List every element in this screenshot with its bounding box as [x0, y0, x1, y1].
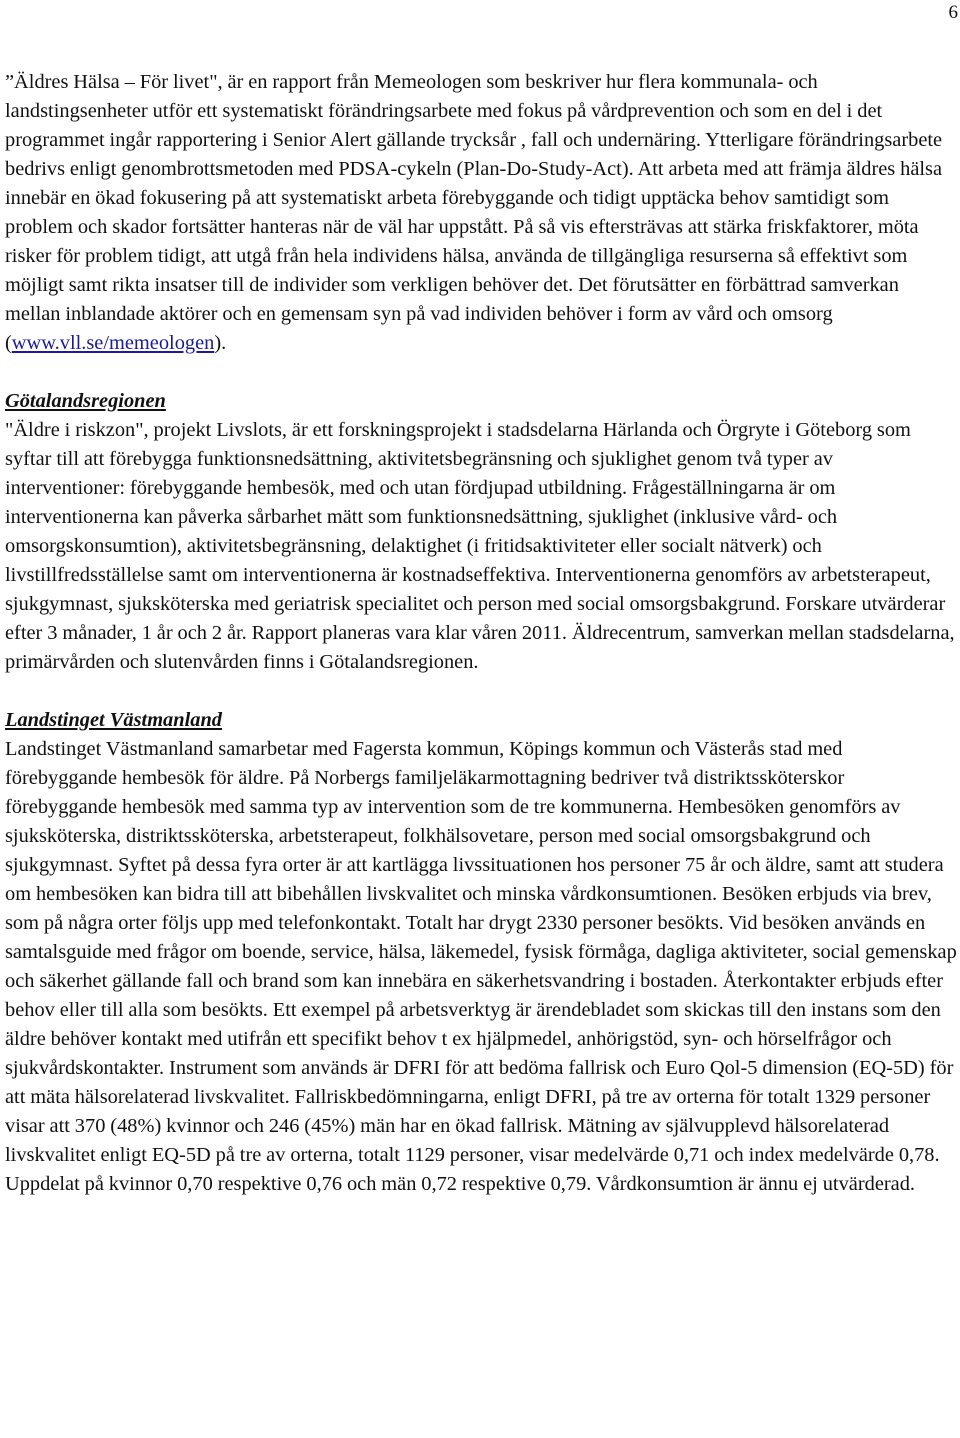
intro-text: ”Äldres Hälsa – För livet", är en rapport från Memeologen som beskriver hur flera kommunala- och landstingsenheter utför ett systematiskt förändringsarbete med fokus på vårdprevention och som en del i det programmet ingår rapportering i Senior Alert gällande trycksår , fall och undernäring. Ytterligare förändringsarbete bedrivs enligt genombrottsmetoden med PDSA-cykeln (Plan-Do-Study-Act). Att arbeta med att främja äldres hälsa innebär en ökad fokusering på att systematiskt arbeta förebyggande och tidigt upptäcka behov samtidigt som problem och skador fortsätter hanteras när de väl har uppstått. På så vis eftersträvas att stärka friskfaktorer, möta risker för problem tidigt, att utgå från hela individens hälsa, använda de tillgängliga resurserna så effektivt som möjligt samt rikta insatser till de individer som verkligen behöver det. Det förutsätter en förbättrad samverkan mellan inblandade aktörer och en gemensam syn på vad individen behöver i form av vård och omsorg (	[5, 71, 943, 354]
section-heading-landstinget-vastmanland: Landstinget Västmanland	[5, 709, 222, 731]
paragraph-spacer	[5, 358, 957, 387]
section-body-gotalandsregionen: "Äldre i riskzon", projekt Livslots, är ett forskningsprojekt i stadsdelarna Härlanda och Örgryte i Göteborg som syftar till att förebygga funktionsnedsättning, aktivitetsbegränsning och sjuklighet genom två typer av interventioner: förebyggande hembesök, med och utan fördjupad utbildning. Frågeställningarna är om interventionerna kan påverka sårbarhet mätt som funktionsnedsättning, sjuklighet (inklusive vård- och omsorgskonsumtion), aktivitetsbegränsning, delaktighet (i fritidsaktiviteter eller socialt nätverk) och livstillfredsställelse samt om interventionerna är kostnadseffektiva. Interventionerna genomförs av arbetsterapeut, sjukgymnast, sjuksköterska med geriatrisk specialitet och person med social omsorgsbakgrund. Forskare utvärderar efter 3 månader, 1 år och 2 år. Rapport planeras vara klar våren 2011. Äldrecentrum, samverkan mellan stadsdelarna, primärvården och slutenvården finns i Götalandsregionen.	[5, 419, 955, 673]
section-heading-gotalandsregionen: Götalandsregionen	[5, 390, 166, 412]
intro-text-end: ).	[214, 332, 227, 354]
document-body	[5, 68, 957, 1199]
intro-paragraph	[5, 68, 957, 358]
paragraph-spacer	[5, 677, 957, 706]
memeologen-link[interactable]: www.vll.se/memeologen	[11, 332, 215, 354]
page-number: 6	[948, 2, 958, 23]
section-body-landstinget-vastmanland: Landstinget Västmanland samarbetar med Fagersta kommun, Köpings kommun och Västerås stad med förebyggande hembesök för äldre. På Norbergs familjeläkarmottagning bedriver två distriktssköterskor förebyggande hembesök med samma typ av intervention som de tre kommunerna. Hembesöken genomförs av sjuksköterska, distriktssköterska, arbetsterapeut, folkhälsovetare, person med social omsorgsbakgrund och sjukgymnast. Syftet på dessa fyra orter är att kartlägga livssituationen hos personer 75 år och äldre, samt att studera om hembesöken kan bidra till att bibehållen livskvalitet och minska vårdkonsumtionen. Besöken erbjuds via brev, som på några orter följs upp med telefonkontakt. Totalt har drygt 2330 personer besökts. Vid besöken används en samtalsguide med frågor om boende, service, hälsa, läkemedel, fysisk förmåga, dagliga aktiviteter, social gemenskap och säkerhet gällande fall och brand som kan innebära en säkerhetsvandring i bostaden. Återkontakter erbjuds efter behov eller till alla som besökts. Ett exempel på arbetsverktyg är ärendebladet som skickas till den instans som den äldre behöver kontakt med utifrån ett specifikt behov t ex hjälpmedel, anhörigstöd, syn- och hörselfrågor och sjukvårdskontakter. Instrument som används är DFRI för att bedöma fallrisk och Euro Qol-5 dimension (EQ-5D) för att mäta hälsorelaterad livskvalitet. Fallriskbedömningarna, enligt DFRI, på tre av orterna för totalt 1329 personer visar att 370 (48%) kvinnor och 246 (45%) män har en ökad fallrisk. Mätning av självupplevd hälsorelaterad livskvalitet enligt EQ-5D på tre av orterna, totalt 1129 personer, visar medelvärde 0,71 och index medelvärde 0,78. Uppdelat på kvinnor 0,70 respektive 0,76 och män 0,72 respektive 0,79. Vårdkonsumtion är ännu ej utvärderad.	[5, 738, 957, 1195]
